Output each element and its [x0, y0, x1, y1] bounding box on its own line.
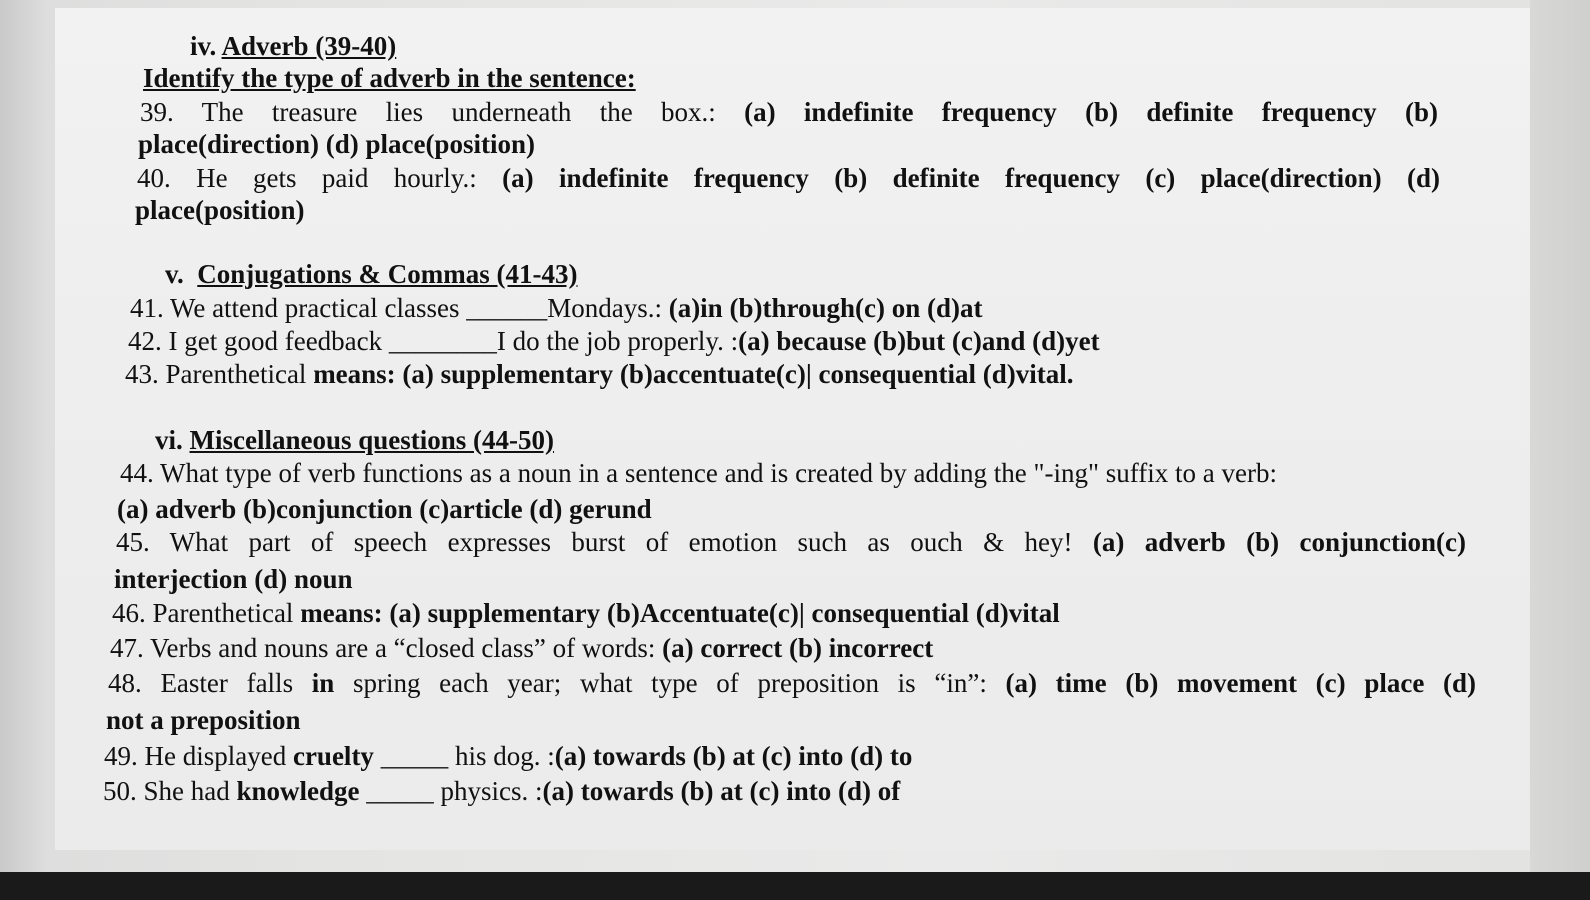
question-41-stem-end: Mondays.:	[547, 293, 662, 323]
answer-blank: ________	[388, 326, 497, 356]
question-41-stem: 41. We attend practical classes	[130, 293, 460, 323]
question-43-options: means: (a) supplementary (b)accentuate(c)| consequential (d)vital.	[313, 359, 1074, 389]
question-45-line2: interjection (d) noun	[114, 564, 353, 594]
question-39-line2: place(direction) (d) place(position)	[138, 129, 535, 159]
question-47	[110, 632, 933, 664]
question-43	[125, 358, 1074, 390]
question-39-stem: 39. The treasure lies underneath the box.:	[140, 97, 716, 127]
question-46-stem: 46. Parenthetical	[112, 598, 294, 628]
question-45-line1	[116, 526, 1466, 558]
answer-blank: _____	[380, 741, 449, 771]
answer-blank: _____	[366, 776, 434, 806]
section-heading-conjugations	[165, 258, 578, 290]
desk-edge	[1530, 0, 1590, 900]
question-45-options: (a) adverb (b) conjunction(c)	[1092, 527, 1467, 557]
question-45-stem: 45. What part of speech expresses burst of emotion such as ouch & hey!	[116, 527, 1073, 557]
question-49-keyword: cruelty	[292, 741, 374, 771]
question-43-stem: 43. Parenthetical	[125, 359, 307, 389]
question-41-options: (a)in (b)through(c) on (d)at	[668, 293, 983, 323]
question-39-line1	[140, 96, 1438, 128]
question-42-stem: 42. I get good feedback	[128, 326, 383, 356]
question-40-line2: place(position)	[135, 195, 305, 225]
section-heading-misc	[155, 424, 554, 456]
question-50-stem: 50. She had	[103, 776, 230, 806]
section-number: v.	[165, 259, 184, 289]
answer-blank: ______	[466, 293, 548, 323]
question-40-line1	[137, 162, 1440, 194]
question-50-options: (a) towards (b) at (c) into (d) of	[542, 776, 901, 806]
question-47-stem: 47. Verbs and nouns are a “closed class” of words:	[110, 633, 656, 663]
question-49	[104, 740, 912, 772]
question-50-stem-end: physics. :	[440, 776, 543, 806]
question-48-line2: not a preposition	[106, 705, 301, 735]
question-44-line1: 44. What type of verb functions as a noun in a sentence and is created by adding the "-ing" suffix to a verb:	[120, 458, 1277, 488]
section-title: Adverb (39-40)	[221, 31, 397, 61]
question-40-options: (a) indefinite frequency (b) definite frequency (c) place(direction) (d)	[502, 163, 1441, 193]
question-48-stem-end: spring each year; what type of preposition is “in”:	[352, 668, 987, 698]
question-42-options: (a) because (b)but (c)and (d)yet	[738, 326, 1100, 356]
section-number: vi.	[155, 425, 183, 455]
question-49-stem-end: his dog. :	[454, 741, 555, 771]
photo-bottom-edge	[0, 872, 1590, 900]
question-46-options: means: (a) supplementary (b)Accentuate(c)| consequential (d)vital	[300, 598, 1060, 628]
question-42	[128, 325, 1100, 357]
question-48-options: (a) time (b) movement (c) place (d)	[1005, 668, 1476, 698]
section-heading-adverb	[190, 30, 396, 62]
instruction-text: Identify the type of adverb in the sentence:	[143, 63, 636, 93]
question-50	[103, 775, 900, 807]
section-number: iv.	[190, 31, 217, 61]
question-47-options: (a) correct (b) incorrect	[662, 633, 934, 663]
question-46	[112, 597, 1060, 629]
question-41	[130, 292, 982, 324]
question-39-options: (a) indefinite frequency (b) definite frequency (b)	[744, 97, 1439, 127]
question-48-stem: 48. Easter falls	[108, 668, 294, 698]
question-42-stem-end: I do the job properly. :	[496, 326, 739, 356]
question-40-stem: 40. He gets paid hourly.:	[137, 163, 477, 193]
question-49-options: (a) towards (b) at (c) into (d) to	[554, 741, 913, 771]
question-48-line1	[108, 667, 1476, 699]
section-title: Miscellaneous questions (44-50)	[189, 425, 555, 455]
adverb-instruction	[143, 62, 636, 94]
question-44-line2: (a) adverb (b)conjunction (c)article (d) gerund	[117, 494, 652, 524]
question-49-stem: 49. He displayed	[104, 741, 287, 771]
question-50-keyword: knowledge	[236, 776, 360, 806]
question-48-keyword: in	[311, 668, 335, 698]
section-title: Conjugations & Commas (41-43)	[197, 259, 578, 289]
